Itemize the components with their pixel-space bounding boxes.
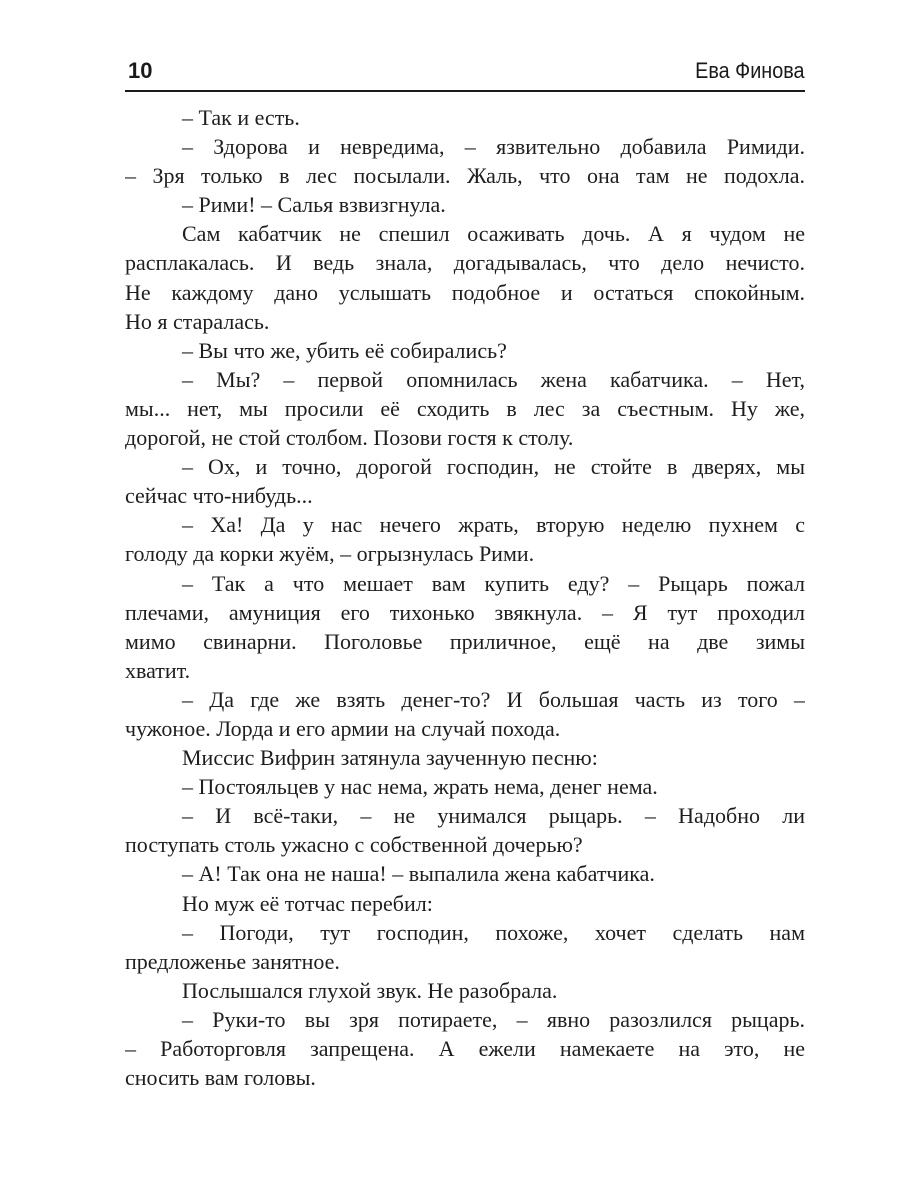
text-line: хватит. bbox=[125, 657, 191, 683]
text-line: Сам кабатчик не спешил осаживать дочь. А я чудом не bbox=[182, 221, 805, 247]
running-header bbox=[125, 56, 805, 88]
text-line: – Зря только в лес посылали. Жаль, что она там не подохла. bbox=[125, 163, 805, 189]
text-line: голоду да корки жуём, – огрызнулась Рими. bbox=[125, 541, 535, 567]
text-line: – Погоди, тут господин, похоже, хочет сделать нам bbox=[182, 919, 805, 945]
text-line: – Так а что мешает вам купить еду? – Рыцарь пожал bbox=[182, 570, 805, 596]
text-line: плечами, амуниция его тихонько звякнула. – Я тут проходил bbox=[125, 599, 805, 625]
text-line: сносить вам головы. bbox=[125, 1065, 316, 1091]
text-line: – Рими! – Салья взвизгнула. bbox=[182, 192, 446, 218]
text-line: чужоное. Лорда и его армии на случай похода. bbox=[125, 715, 561, 741]
text-line: сейчас что-нибудь... bbox=[125, 483, 313, 509]
page-number: 10 bbox=[128, 58, 153, 83]
text-line: – Здорова и невредима, – язвительно добавила Римиди. bbox=[182, 134, 805, 160]
text-line: – Да где же взять денег-то? И большая часть из того – bbox=[182, 686, 805, 712]
author-name: Ева Финова bbox=[695, 58, 805, 83]
text-line: – Ха! Да у нас нечего жрать, вторую неделю пухнем с bbox=[182, 512, 805, 538]
text-line: мы... нет, мы просили её сходить в лес за съестным. Ну же, bbox=[125, 395, 805, 421]
text-line: – Руки-то вы зря потираете, – явно разозлился рыцарь. bbox=[182, 1006, 805, 1032]
page-body-text bbox=[125, 103, 805, 1092]
text-line: – Так и есть. bbox=[182, 105, 300, 130]
text-line: – А! Так она не наша! – выпалила жена кабатчика. bbox=[182, 861, 655, 887]
text-line: Но муж её тотчас перебил: bbox=[182, 890, 433, 916]
text-line: мимо свинарни. Поголовье приличное, ещё на две зимы bbox=[125, 628, 805, 654]
text-line: Не каждому дано услышать подобное и остаться спокойным. bbox=[125, 279, 805, 305]
text-line: дорогой, не стой столбом. Позови гостя к столу. bbox=[125, 425, 574, 451]
text-line: – Ох, и точно, дорогой господин, не стойте в дверях, мы bbox=[182, 454, 805, 480]
text-line: – Мы? – первой опомнилась жена кабатчика. – Нет, bbox=[182, 366, 805, 392]
text-line: Послышался глухой звук. Не разобрала. bbox=[182, 977, 558, 1003]
text-line: Миссис Вифрин затянула заученную песню: bbox=[182, 745, 598, 771]
header-rule bbox=[125, 90, 805, 92]
text-line: расплакалась. И ведь знала, догадывалась, что дело нечисто. bbox=[125, 250, 805, 276]
text-line: – Вы что же, убить её собирались? bbox=[182, 337, 507, 363]
text-line: – Постояльцев у нас нема, жрать нема, денег нема. bbox=[182, 774, 658, 800]
text-line: – И всё-таки, – не унимался рыцарь. – Надобно ли bbox=[182, 803, 805, 829]
text-line: предложенье занятное. bbox=[125, 948, 340, 974]
text-line: Но я старалась. bbox=[125, 308, 270, 334]
text-line: поступать столь ужасно с собственной дочерью? bbox=[125, 832, 583, 858]
text-line: – Работорговля запрещена. А ежели намекаете на это, не bbox=[125, 1036, 805, 1061]
